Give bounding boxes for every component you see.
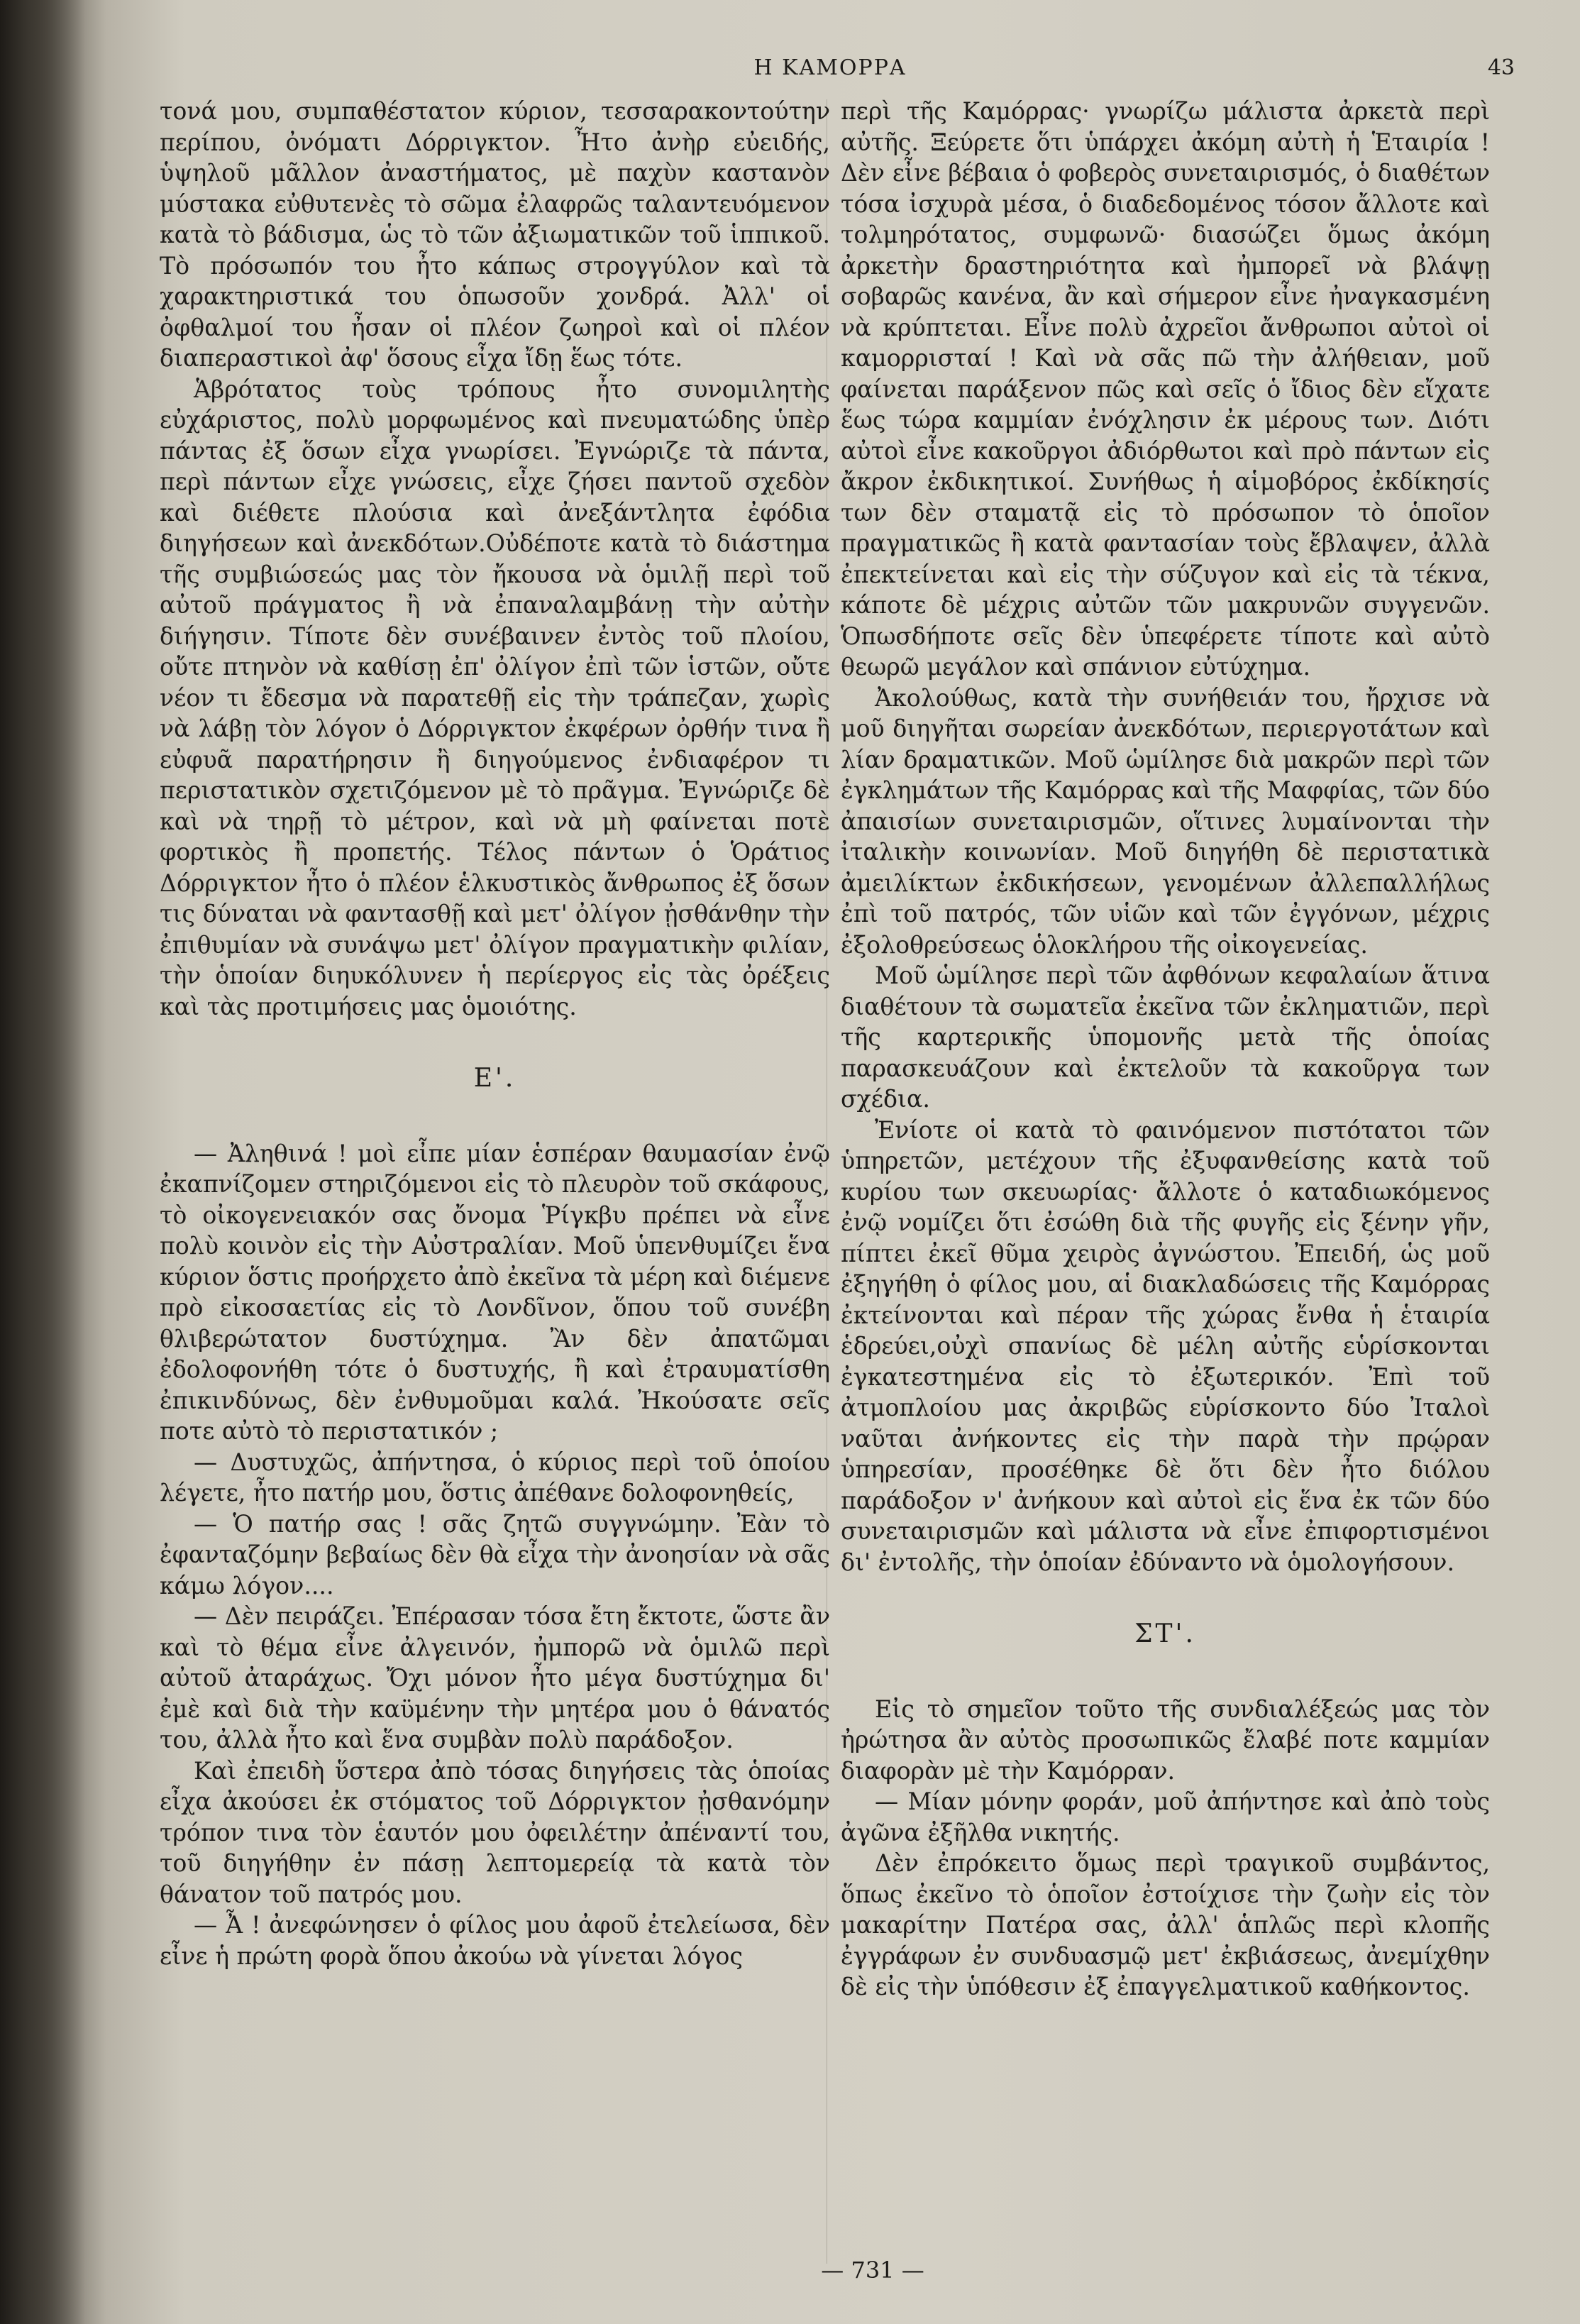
- right-dialogue-line: — Μίαν μόνην φοράν, μοῦ ἀπήντησε καὶ ἀπὸ τοὺς ἀγῶνα ἐξῆλθα νικητής.: [841, 1788, 1490, 1846]
- right-column: [841, 96, 1490, 2003]
- left-column: [160, 96, 830, 1971]
- binding-gutter: [0, 0, 85, 2324]
- right-paragraph-1: περὶ τῆς Καμόρρας· γνωρίζω μάλιστα ἀρκετὰ περὶ αὐτῆς. Ξεύρετε ὅτι ὑπάρχει ἀκόμη αὐτὴ ἡ Ἑταιρία ! Δὲν εἶνε βέβαια ὁ φοβερὸς συνεταιρισμός, ὁ διαθέτων τόσα ἰσχυρὰ μέσα, ὁ διαδεδομένος τόσον ἄλλοτε καὶ τολμηρότατος, συμφωνῶ· διασώζει ὅμως ἀκόμη ἀρκετὴν δραστηριότητα καὶ ἠμπορεῖ νὰ βλάψῃ σοβαρῶς κανένα, ἂν καὶ σήμερον εἶνε ἠναγκασμένη νὰ κρύπτεται. Εἶνε πολὺ ἀχρεῖοι ἄνθρωποι αὐτοὶ οἱ καμορρισταί ! Καὶ νὰ σᾶς πῶ τὴν ἀλήθειαν, μοῦ φαίνεται παράξενον πῶς καὶ σεῖς ὁ ἴδιος δὲν εἴχατε ἕως τώρα καμμίαν ἐνόχλησιν ἐκ μέρους των. Διότι αὐτοὶ εἶνε κακοῦργοι ἀδιόρθωτοι καὶ πρὸ πάντων εἰς ἄκρον ἐκδικητικοί. Συνήθως ἡ αἱμοβόρος ἐκδίκησίς των δὲν σταματᾷ εἰς τὸ πρόσωπον τὸ ὁποῖον πραγματικῶς ἢ κατὰ φαντασίαν τοὺς ἔβλαψεν, ἀλλὰ ἐπεκτείνεται καὶ εἰς τὴν σύζυγον καὶ εἰς τὰ τέκνα, κάποτε δὲ μέχρις αὐτῶν τῶν μακρυνῶν συγγενῶν. Ὁπωσδήποτε σεῖς δὲν ὑπεφέρετε τίποτε καὶ αὐτὸ θεωρῶ μεγάλον καὶ σπάνιον εὐτύχημα.: [841, 97, 1490, 681]
- narrative-paragraph: Καὶ ἐπειδὴ ὕστερα ἀπὸ τόσας διηγήσεις τὰς ὁποίας εἶχα ἀκούσει ἐκ στόματος τοῦ Δόρριγκτον ᾐσθανόμην τρόπον τινα τὸν ἑαυτόν μου ὀφειλέτην ἀπέναντί του, τοῦ διηγήθην ἐν πάσῃ λεπτομερείᾳ τὰ κατὰ τὸν θάνατον τοῦ πατρός μου.: [160, 1756, 830, 1908]
- right-paragraph-3: Μοῦ ὡμίλησε περὶ τῶν ἀφθόνων κεφαλαίων ἅτινα διαθέτουν τὰ σωματεῖα ἐκεῖνα τῶν ἐκληματιῶν, περὶ τῆς καρτερικῆς ὑπομονῆς μετὰ τῆς ὁποίας παρασκευάζουν καὶ ἐκτελοῦν τὰ κακοῦργα των σχέδια.: [841, 962, 1490, 1113]
- right-paragraph-2: Ἀκολούθως, κατὰ τὴν συνήθειάν του, ἤρχισε νὰ μοῦ διηγῆται σωρείαν ἀνεκδότων, περιεργοτάτων καὶ λίαν δραματικῶν. Μοῦ ὡμίλησε διὰ μακρῶν περὶ τῶν ἐγκλημάτων τῆς Καμόρρας καὶ τῆς Μαφφίας, τῶν δύο ἀπαισίων συνεταιρισμῶν, οἵτινες λυμαίνονται τὴν ἰταλικὴν κοινωνίαν. Μοῦ διηγήθη δὲ περιστατικὰ ἀμειλίκτων ἐκδικήσεων, γενομένων ἀλλεπαλλήλως ἐπὶ τοῦ πατρός, τῶν υἱῶν καὶ τῶν ἐγγόνων, μέχρις ἐξολοθρεύσεως ὁλοκλήρου τῆς οἰκογενείας.: [841, 683, 1490, 959]
- section-heading-st: ΣΤ'.: [1134, 1619, 1196, 1648]
- dialogue-line-2: — Δυστυχῶς, ἀπήντησα, ὁ κύριος περὶ τοῦ ὁποίου λέγετε, ἦτο πατήρ μου, ὅστις ἀπέθανε δολοφονηθείς,: [160, 1448, 830, 1507]
- right-paragraph-4: Ἐνίοτε οἱ κατὰ τὸ φαινόμενον πιστότατοι τῶν ὑπηρετῶν, μετέχουν τῆς ἐξυφανθείσης κατὰ τοῦ κυρίου των σκευωρίας· ἄλλοτε ὁ καταδιωκόμενος ἐνῷ νομίζει ὅτι ἐσώθη διὰ τῆς φυγῆς εἰς ξένην γῆν, πίπτει ἐκεῖ θῦμα χειρὸς ἀγνώστου. Ἐπειδή, ὡς μοῦ ἐξηγήθη ὁ φίλος μου, αἱ διακλαδώσεις τῆς Καμόρρας ἐκτείνονται καὶ πέραν τῆς χώρας ἔνθα ἡ ἑταιρία ἑδρεύει,οὐχὶ σπανίως δὲ μέλη αὐτῆς εὑρίσκονται ἐγκατεστημένα εἰς τὸ ἐξωτερικόν. Ἐπὶ τοῦ ἀτμοπλοίου μας ἀκριβῶς εὑρίσκοντο δύο Ἰταλοὶ ναῦται ἀνήκοντες εἰς τὴν παρὰ τὴν πρῴραν ὑπηρεσίαν, προσέθηκε δὲ ὅτι δὲν ἦτο διόλου παράδοξον ν' ἀνήκουν καὶ αὐτοὶ εἰς ἕνα ἐκ τῶν δύο συνεταιρισμῶν καὶ μάλιστα νὰ εἶνε ἐπιφορτισμένοι δι' ἐντολῆς, τὴν ὁποίαν ἐδύναντο νὰ ὁμολογήσουν.: [841, 1116, 1490, 1576]
- running-title: Η ΚΑΜΟΡΡΑ: [753, 55, 907, 80]
- left-paragraph-2: Ἁβρότατος τοὺς τρόπους ἦτο συνομιλητὴς εὐχάριστος, πολὺ μορφωμένος καὶ πνευματώδης ὑπὲρ πάντας ἐξ ὅσων εἶχα γνωρίσει. Ἐγνώριζε τὰ πάντα, περὶ πάντων εἶχε γνώσεις, εἶχε ζήσει παντοῦ σχεδὸν καὶ διέθετε πλούσια καὶ ἀνεξάντλητα ἐφόδια διηγήσεων καὶ ἀνεκδότων.Οὐδέποτε κατὰ τὸ διάστημα τῆς συμβιώσεώς μας τὸν ἤκουσα νὰ ὁμιλῇ περὶ τοῦ αὐτοῦ πράγματος ἢ νὰ ἐπαναλαμβάνῃ τὴν αὐτὴν διήγησιν. Τίποτε δὲν συνέβαινεν ἐντὸς τοῦ πλοίου, οὔτε πτηνὸν νὰ καθίσῃ ἐπ' ὀλίγον ἐπὶ τῶν ἱστῶν, οὔτε νέον τι ἔδεσμα νὰ παρατεθῇ εἰς τὴν τράπεζαν, χωρὶς νὰ λάβῃ τὸν λόγον ὁ Δόρριγκτον ἐκφέρων ὀρθήν τινα ἢ εὐφυᾶ παρατήρησιν ἢ διηγούμενος ἐνδιαφέρον τι περιστατικὸν σχετιζόμενον μὲ τὸ πρᾶγμα. Ἐγνώριζε δὲ καὶ νὰ τηρῇ τὸ μέτρον, καὶ νὰ μὴ φαίνεται ποτὲ φορτικὸς ἢ προπετής. Τέλος πάντων ὁ Ὁράτιος Δόρριγκτον ἦτο ὁ πλέον ἑλκυστικὸς ἄνθρωπος ἐξ ὅσων τις δύναται νὰ φαντασθῇ καὶ μετ' ὀλίγον ᾐσθάνθην τὴν ἐπιθυμίαν νὰ συνάψω μετ' ὀλίγον πραγματικὴν φιλίαν, τὴν ὁποίαν διηυκόλυνεν ἡ περίεργος εἰς τὰς ὀρέξεις καὶ τὰς προτιμήσεις μας ὁμοιότης.: [160, 375, 830, 1020]
- right-paragraph-5: Εἰς τὸ σημεῖον τοῦτο τῆς συνδιαλέξεώς μας τὸν ἠρώτησα ἂν αὐτὸς προσωπικῶς ἔλαβέ ποτε καμμίαν διαφορὰν μὲ τὴν Καμόρραν.: [841, 1695, 1490, 1785]
- left-paragraph-1: τονά μου, συμπαθέστατον κύριον, τεσσαρακοντούτην περίπου, ὀνόματι Δόρριγκτον. Ἦτο ἀνὴρ εὐειδής, ὑψηλοῦ μᾶλλον ἀναστήματος, μὲ παχὺν καστανὸν μύστακα εὐθυτενὲς τὸ σῶμα ἐλαφρῶς ταλαντευόμενον κατὰ τὸ βάδισμα, ὡς τὸ τῶν ἀξιωματικῶν τοῦ ἱππικοῦ. Τὸ πρόσωπόν του ἦτο κάπως στρογγύλον καὶ τὰ χαρακτηριστικά του ὁπωσοῦν χονδρά. Ἀλλ' οἱ ὀφθαλμοί του ἦσαν οἱ πλέον ζωηροὶ καὶ οἱ πλέον διαπεραστικοὶ ἀφ' ὅσους εἶχα ἴδῃ ἕως τότε.: [160, 97, 830, 372]
- right-paragraph-6: Δὲν ἐπρόκειτο ὅμως περὶ τραγικοῦ συμβάντος, ὅπως ἐκεῖνο τὸ ὁποῖον ἐστοίχισε τὴν ζωὴν εἰς τὸν μακαρίτην Πατέρα σας, ἀλλ' ἁπλῶς περὶ κλοπῆς ἐγγράφων ἐν συνδυασμῷ μετ' ἐκβιάσεως, ἀνεμίχθην δὲ εἰς τὴν ὑπόθεσιν ἐξ ἐπαγγελματικοῦ καθήκοντος.: [841, 1849, 1490, 2000]
- dialogue-line-5: — Ἆ ! ἀνεφώνησεν ὁ φίλος μου ἀφοῦ ἐτελείωσα, δὲν εἶνε ἡ πρώτη φορὰ ὅπου ἀκούω νὰ γίνεται λόγος: [160, 1911, 830, 1970]
- folio-number: — 731 —: [821, 2257, 924, 2284]
- dialogue-line-4: — Δὲν πειράζει. Ἐπέρασαν τόσα ἔτη ἔκτοτε, ὥστε ἂν καὶ τὸ θέμα εἶνε ἀλγεινόν, ἠμπορῶ νὰ ὁμιλῶ περὶ αὐτοῦ ἀταράχως. Ὄχι μόνον ἦτο μέγα δυστύχημα δι' ἐμὲ καὶ διὰ τὴν καϋμένην τὴν μητέρα μου ὁ θάνατός του, ἀλλὰ ἦτο καὶ ἕνα συμβὰν πολὺ παράδοξον.: [160, 1602, 831, 1753]
- dialogue-line-1: — Ἀληθινά ! μοὶ εἶπε μίαν ἑσπέραν θαυμασίαν ἐνῷ ἐκαπνίζομεν στηριζόμενοι εἰς τὸ πλευρὸν τοῦ σκάφους, τὸ οἰκογενειακόν σας ὄνομα Ῥίγκβυ πρέπει νὰ εἶνε πολὺ κοινὸν εἰς τὴν Αὐστραλίαν. Μοῦ ὑπενθυμίζει ἕνα κύριον ὅστις προήρχετο ἀπὸ ἐκεῖνα τὰ μέρη καὶ διέμενε πρὸ εἰκοσαετίας εἰς τὸ Λονδῖνον, ὅπου τοῦ συνέβη θλιβερώτατον δυστύχημα. Ἂν δὲν ἀπατῶμαι ἐδολοφονήθη τότε ὁ δυστυχής, ἢ καὶ ἐτραυματίσθη ἐπικινδύνως, δὲν ἐνθυμοῦμαι καλά. Ἠκούσατε σεῖς ποτε αὐτὸ τὸ περιστατικόν ;: [160, 1139, 830, 1445]
- page-number: 43: [1487, 55, 1515, 80]
- section-heading-e: Ε'.: [473, 1064, 516, 1093]
- dialogue-line-3: — Ὁ πατήρ σας ! σᾶς ζητῶ συγγνώμην. Ἐὰν τὸ ἐφανταζόμην βεβαίως δὲν θὰ εἶχα τὴν ἀνοησίαν νὰ σᾶς κάμω λόγον....: [160, 1509, 830, 1599]
